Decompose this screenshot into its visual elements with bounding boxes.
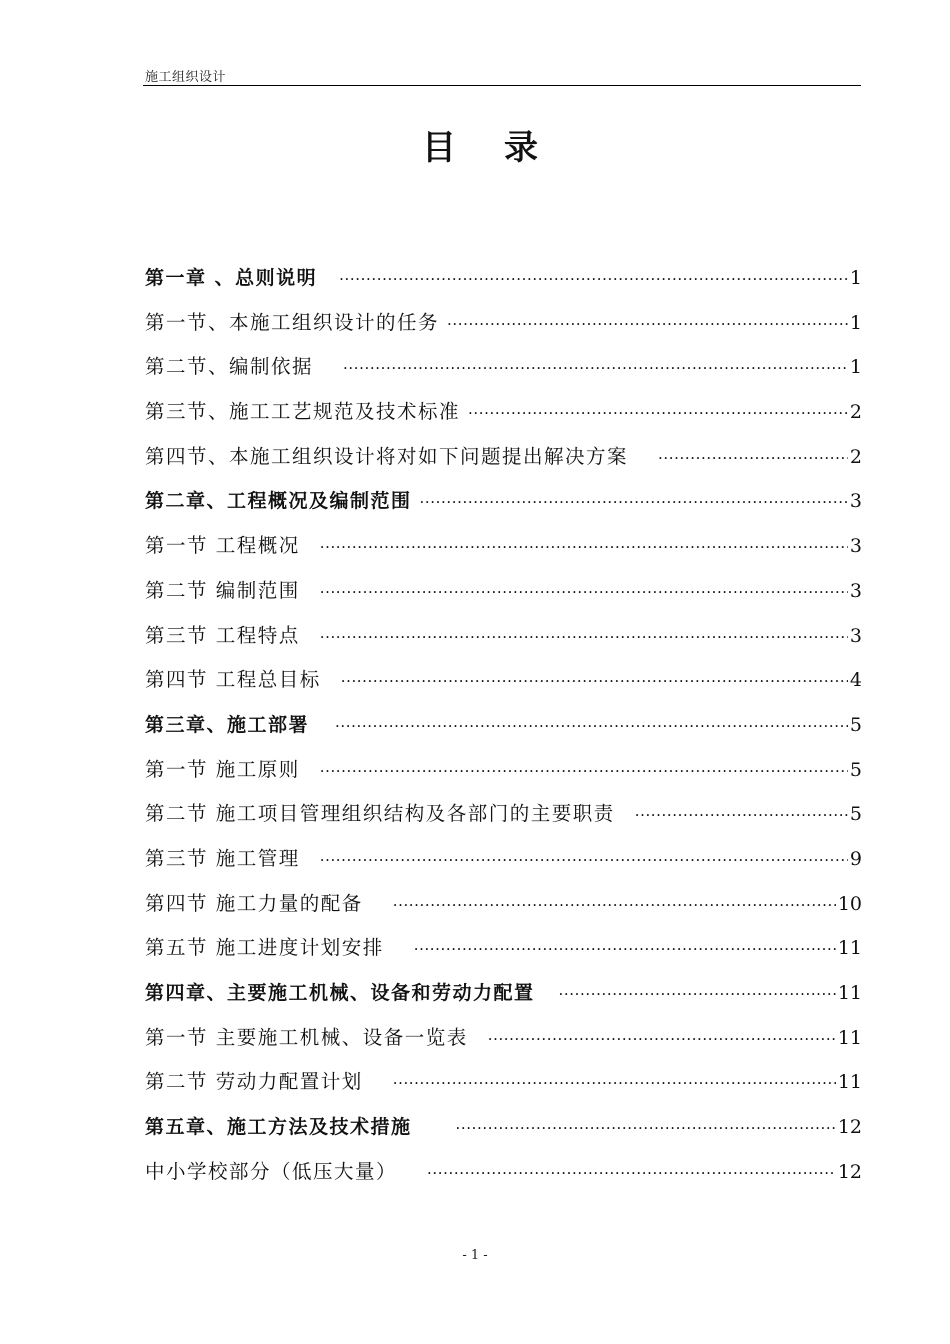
table-of-contents <box>145 256 862 1194</box>
toc-entry-page: 5 <box>849 713 862 736</box>
page-number: - 1 - <box>462 1248 488 1263</box>
toc-chapter-entry[interactable] <box>145 479 862 524</box>
toc-dot-leader <box>635 793 848 838</box>
running-header: 施工组织设计 <box>145 70 227 85</box>
toc-entry-label: 第二节 编制范围 <box>145 578 300 602</box>
toc-dot-leader <box>488 1017 836 1062</box>
toc-entry-label: 第三节 工程特点 <box>145 623 300 647</box>
toc-entry-label: 第四节、本施工组织设计将对如下问题提出解决方案 <box>145 444 629 468</box>
toc-dot-leader <box>559 972 836 1017</box>
toc-entry-page: 1 <box>849 267 862 289</box>
toc-entry-label: 第三章、施工部署 <box>145 713 310 736</box>
toc-entry-page: 11 <box>837 1071 862 1094</box>
toc-entry-label: 第三节、施工工艺规范及技术标准 <box>145 400 461 424</box>
toc-entry-page: 10 <box>837 892 862 915</box>
toc-dot-leader <box>420 480 848 525</box>
toc-section-entry[interactable] <box>145 435 862 480</box>
toc-entry-page: 12 <box>837 1160 862 1183</box>
toc-entry-page: 3 <box>849 579 862 602</box>
toc-entry-page: 3 <box>849 490 862 513</box>
toc-entry-page: 2 <box>849 445 862 468</box>
toc-dot-leader <box>393 883 836 928</box>
toc-entry-label: 第三节 施工管理 <box>145 846 300 870</box>
toc-entry-page: 11 <box>837 937 862 960</box>
toc-entry-page: 11 <box>837 982 862 1004</box>
toc-entry-page: 9 <box>849 847 862 870</box>
toc-entry-label: 第一节 施工原则 <box>145 757 300 781</box>
toc-dot-leader <box>658 436 848 481</box>
header-rule <box>143 85 861 86</box>
toc-entry-label: 第五章、施工方法及技术措施 <box>145 1116 412 1139</box>
toc-entry-label: 第一章 、总则说明 <box>145 267 318 289</box>
toc-dot-leader <box>320 615 848 660</box>
toc-entry-page: 1 <box>849 356 862 379</box>
toc-chapter-entry[interactable] <box>145 703 862 748</box>
toc-entry-label: 第二章、工程概况及编制范围 <box>145 490 412 513</box>
toc-entry-page: 5 <box>849 803 862 826</box>
toc-entry-label: 第二节 劳动力配置计划 <box>145 1070 363 1094</box>
toc-section-entry[interactable] <box>145 1060 862 1105</box>
toc-entry-label: 第一节、本施工组织设计的任务 <box>145 310 440 334</box>
toc-entry-page: 11 <box>837 1026 862 1049</box>
toc-dot-leader <box>339 257 848 302</box>
toc-dot-leader <box>320 838 848 883</box>
toc-section-entry[interactable] <box>145 524 862 569</box>
toc-entry-label: 第二节 施工项目管理组织结构及各部门的主要职责 <box>145 802 615 826</box>
toc-dot-leader <box>343 346 848 391</box>
toc-entry-page: 3 <box>849 624 862 647</box>
toc-dot-leader <box>447 302 848 347</box>
toc-section-entry[interactable] <box>145 1016 862 1061</box>
toc-section-entry[interactable] <box>145 614 862 659</box>
toc-dot-leader <box>335 704 848 749</box>
toc-chapter-entry[interactable] <box>145 971 862 1016</box>
toc-entry-label: 第一节 工程概况 <box>145 534 300 558</box>
toc-entry-label: 第二节、编制依据 <box>145 355 314 379</box>
toc-entry-label: 中小学校部分（低压大量） <box>145 1159 398 1183</box>
toc-dot-leader <box>427 1151 836 1196</box>
toc-dot-leader <box>341 659 848 704</box>
toc-dot-leader <box>320 525 848 570</box>
toc-section-entry[interactable] <box>145 569 862 614</box>
toc-section-entry[interactable] <box>145 837 862 882</box>
toc-entry-label: 第四章、主要施工机械、设备和劳动力配置 <box>145 982 535 1004</box>
toc-chapter-entry[interactable] <box>145 1105 862 1150</box>
toc-section-entry[interactable] <box>145 792 862 837</box>
toc-section-entry[interactable] <box>145 748 862 793</box>
toc-section-entry[interactable] <box>145 345 862 390</box>
toc-dot-leader <box>414 927 836 972</box>
toc-entry-page: 12 <box>837 1116 862 1139</box>
toc-chapter-entry[interactable] <box>145 256 862 301</box>
page-title: 目录 <box>422 128 586 168</box>
toc-section-entry[interactable] <box>145 1150 862 1195</box>
toc-section-entry[interactable] <box>145 658 862 703</box>
toc-dot-leader <box>468 391 848 436</box>
toc-dot-leader <box>320 570 848 615</box>
toc-dot-leader <box>456 1106 836 1151</box>
toc-entry-label: 第一节 主要施工机械、设备一览表 <box>145 1025 468 1049</box>
toc-entry-label: 第五节 施工进度计划安排 <box>145 936 384 960</box>
toc-entry-label: 第四节 工程总目标 <box>145 668 321 692</box>
toc-entry-page: 3 <box>849 535 862 558</box>
toc-dot-leader <box>393 1061 836 1106</box>
toc-entry-page: 1 <box>849 311 862 334</box>
toc-section-entry[interactable] <box>145 301 862 346</box>
toc-section-entry[interactable] <box>145 390 862 435</box>
toc-dot-leader <box>320 749 848 794</box>
toc-entry-page: 4 <box>849 669 862 692</box>
toc-entry-label: 第四节 施工力量的配备 <box>145 891 363 915</box>
toc-section-entry[interactable] <box>145 926 862 971</box>
toc-entry-page: 2 <box>849 401 862 424</box>
toc-entry-page: 5 <box>849 758 862 781</box>
toc-section-entry[interactable] <box>145 882 862 927</box>
